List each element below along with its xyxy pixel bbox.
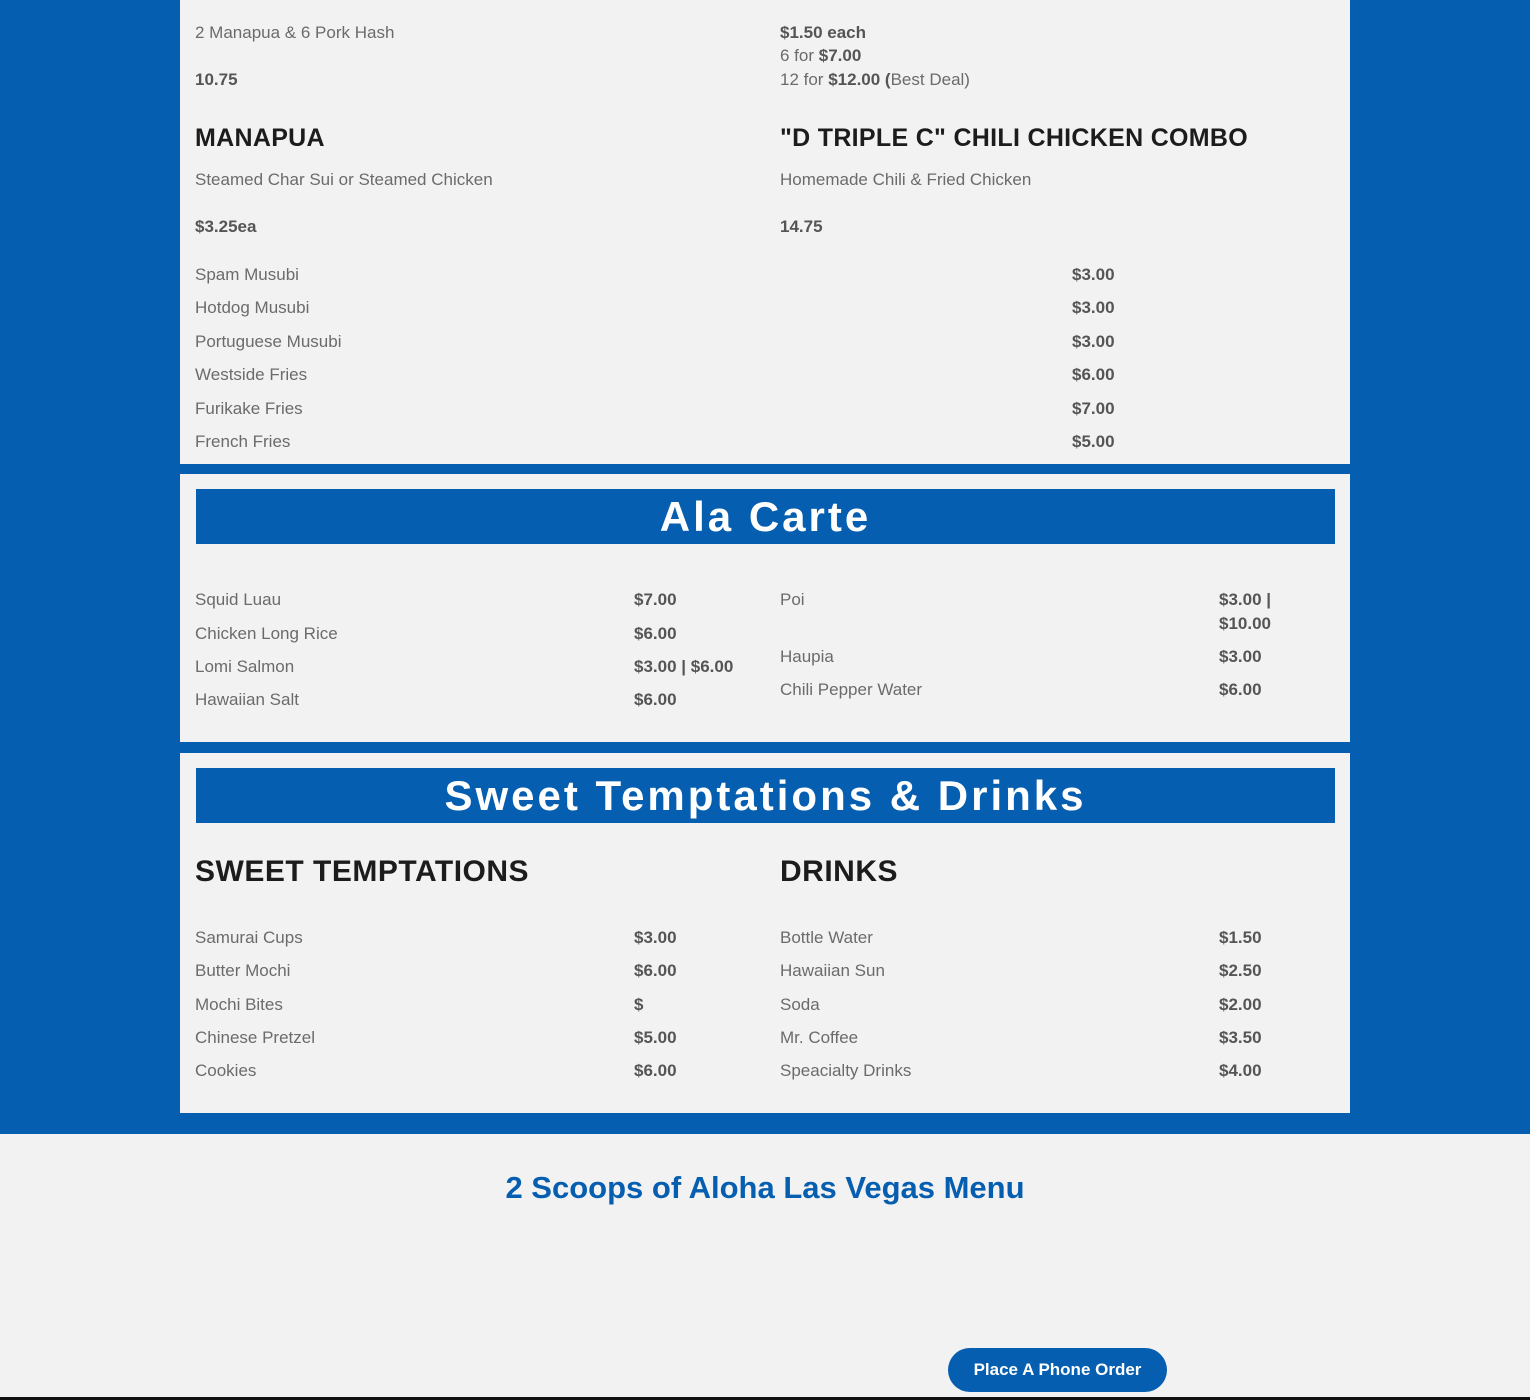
sweets-heading: SWEET TEMPTATIONS xyxy=(195,855,530,888)
combo-right-six-line xyxy=(780,46,861,66)
side-name: French Fries xyxy=(195,432,291,451)
ala-carte-item-price: $6.00 xyxy=(634,690,677,709)
drink-item-price: $3.50 xyxy=(1219,1028,1262,1047)
combos-panel xyxy=(180,0,1350,464)
twelve-price: $12.00 ( xyxy=(828,70,891,89)
manapua-desc: Steamed Char Sui or Steamed Chicken xyxy=(195,170,493,189)
combo-left-title: 2 Manapua & 6 Pork Hash xyxy=(195,23,395,42)
twelve-suffix: Best Deal) xyxy=(890,70,970,89)
chili-combo-price: 14.75 xyxy=(780,217,823,236)
six-price: $7.00 xyxy=(818,46,862,65)
sweet-item-price: $3.00 xyxy=(634,928,677,947)
chili-combo-desc: Homemade Chili & Fried Chicken xyxy=(780,170,1032,189)
sweet-item-name: Samurai Cups xyxy=(195,928,303,947)
chili-combo-heading: "D TRIPLE C" CHILI CHICKEN COMBO xyxy=(780,124,1249,152)
sweets-drinks-panel xyxy=(180,753,1350,1113)
combo-right-twelve-line xyxy=(780,70,970,90)
ala-carte-panel xyxy=(180,474,1350,742)
sweets-drinks-banner: Sweet Temptations & Drinks xyxy=(196,768,1335,823)
ala-carte-item-name: Poi xyxy=(780,590,805,609)
ala-carte-item-price: $6.00 xyxy=(1219,680,1262,699)
ala-carte-item-price-line2: $10.00 xyxy=(1219,614,1271,633)
side-name: Furikake Fries xyxy=(195,399,303,418)
menu-footer-title: 2 Scoops of Aloha Las Vegas Menu xyxy=(505,1170,1025,1205)
side-price: $3.00 xyxy=(1072,265,1115,284)
sweet-item-name: Chinese Pretzel xyxy=(195,1028,316,1047)
ala-carte-item-price: $3.00 | $6.00 xyxy=(634,657,734,676)
drink-item-price: $2.50 xyxy=(1219,961,1262,980)
side-name: Westside Fries xyxy=(195,365,308,384)
drink-item-price: $2.00 xyxy=(1219,995,1262,1014)
side-price: $7.00 xyxy=(1072,399,1115,418)
manapua-heading: MANAPUA xyxy=(195,124,325,152)
ala-carte-item-name: Chicken Long Rice xyxy=(195,624,338,643)
sweet-item-name: Mochi Bites xyxy=(195,995,283,1014)
combo-right-each-price: $1.50 each xyxy=(780,23,867,42)
side-name: Portuguese Musubi xyxy=(195,332,342,351)
sweet-item-price: $6.00 xyxy=(634,1061,677,1080)
sweet-item-name: Butter Mochi xyxy=(195,961,291,980)
side-price: $3.00 xyxy=(1072,332,1115,351)
ala-carte-item-name: Hawaiian Salt xyxy=(195,690,299,709)
ala-carte-item-name: Squid Luau xyxy=(195,590,282,609)
combo-left-price: 10.75 xyxy=(195,70,238,89)
manapua-price: $3.25ea xyxy=(195,217,257,236)
ala-carte-item-name: Haupia xyxy=(780,647,834,666)
sweet-item-name: Cookies xyxy=(195,1061,257,1080)
drink-item-name: Soda xyxy=(780,995,820,1014)
sweet-item-price: $ xyxy=(634,995,644,1014)
six-prefix: 6 for xyxy=(780,46,819,65)
drink-item-name: Hawaiian Sun xyxy=(780,961,885,980)
side-name: Hotdog Musubi xyxy=(195,298,310,317)
drink-item-price: $4.00 xyxy=(1219,1061,1262,1080)
sweet-item-price: $6.00 xyxy=(634,961,677,980)
side-price: $3.00 xyxy=(1072,298,1115,317)
ala-carte-item-price: $3.00 xyxy=(1219,647,1262,666)
ala-carte-item-price: $3.00 | xyxy=(1219,590,1272,609)
drink-item-price: $1.50 xyxy=(1219,928,1262,947)
side-price: $6.00 xyxy=(1072,365,1115,384)
drink-item-name: Bottle Water xyxy=(780,928,873,947)
ala-carte-item-price: $7.00 xyxy=(634,590,677,609)
sweet-item-price: $5.00 xyxy=(634,1028,677,1047)
drink-item-name: Mr. Coffee xyxy=(780,1028,859,1047)
side-name: Spam Musubi xyxy=(195,265,299,284)
ala-carte-item-name: Lomi Salmon xyxy=(195,657,295,676)
drink-item-name: Speacialty Drinks xyxy=(780,1061,912,1080)
drinks-heading: DRINKS xyxy=(780,855,899,888)
twelve-prefix: 12 for xyxy=(780,70,829,89)
ala-carte-item-price: $6.00 xyxy=(634,624,677,643)
place-phone-order-button[interactable]: Place A Phone Order xyxy=(948,1348,1167,1392)
ala-carte-banner: Ala Carte xyxy=(196,489,1335,544)
side-price: $5.00 xyxy=(1072,432,1115,451)
ala-carte-item-name: Chili Pepper Water xyxy=(780,680,923,699)
